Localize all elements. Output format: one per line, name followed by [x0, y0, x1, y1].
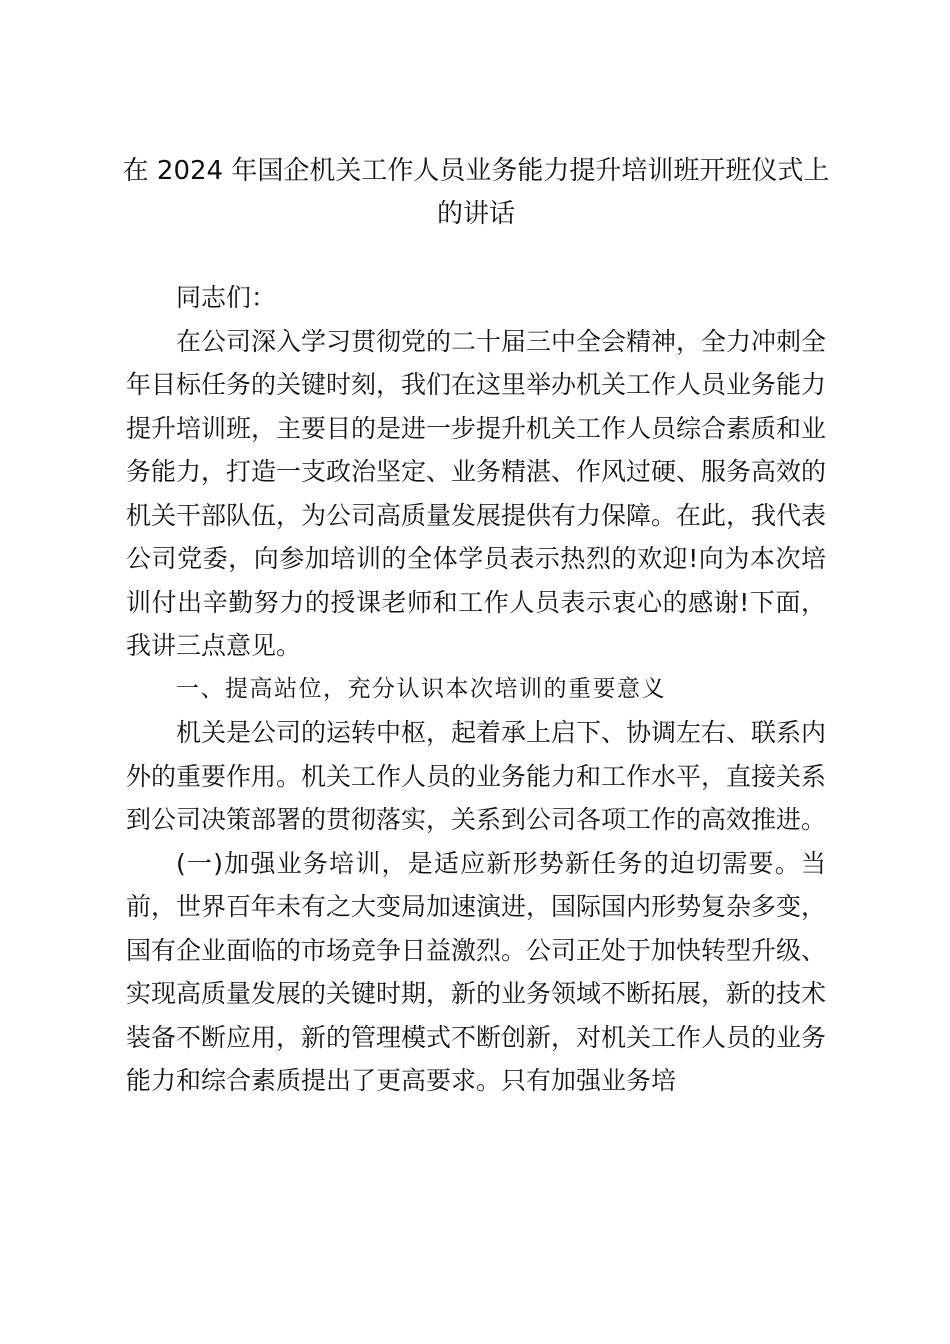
document-title: 在 2024 年国企机关工作人员业务能力提升培训班开班仪式上的讲话 [122, 156, 830, 229]
point-1-paragraph: (一)加强业务培训，是适应新形势新任务的迫切需要。当前，世界百年未有之大变局加速演进，国际国内形势复杂多变，国有企业面临的市场竞争日益激烈。公司正处于加快转型升级、实现高质量发展的关键时期，新的业务领域不断拓展，新的技术装备不断应用，新的管理模式不断创新，对机关工作人员的业务能力和综合素质提出了更高要求。只有加强业务培 [126, 848, 827, 1095]
salutation: 同志们： [176, 283, 277, 312]
document-body [126, 276, 826, 1103]
intro-paragraph: 在公司深入学习贯彻党的二十届三中全会精神，全力冲刺全年目标任务的关键时刻，我们在这里举办机关工作人员业务能力提升培训班，主要目的是进一步提升机关工作人员综合素质和业务能力，打造一支政治坚定、业务精湛、作风过硬、服务高效的机关干部队伍，为公司高质量发展提供有力保障。在此，我代表公司党委，向参加培训的全体学员表示热烈的欢迎!向为本次培训付出辛勤努力的授课老师和工作人员表示衷心的感谢!下面，我讲三点意见。 [126, 326, 827, 660]
section-heading-1: 一、提高站位，充分认识本次培训的重要意义 [176, 675, 666, 702]
section-1-paragraph: 机关是公司的运转中枢，起着承上启下、协调左右、联系内外的重要作用。机关工作人员的业务能力和工作水平，直接关系到公司决策部署的贯彻落实，关系到公司各项工作的高效推进。 [126, 718, 827, 834]
